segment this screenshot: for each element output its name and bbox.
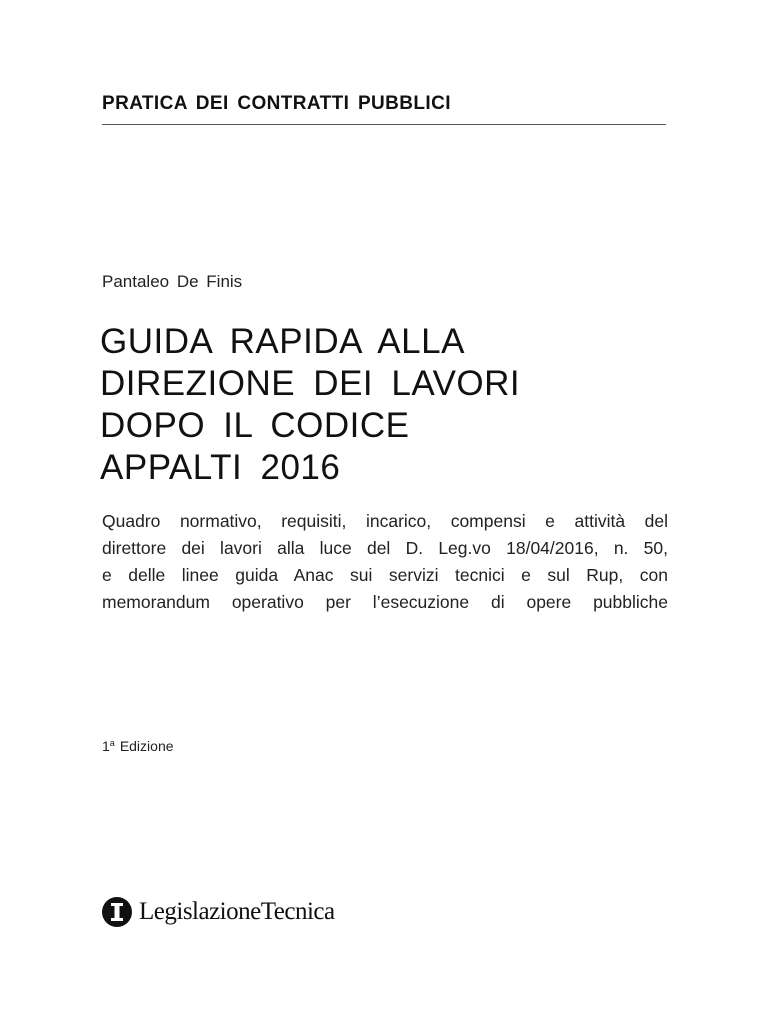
- subtitle-line: direttore dei lavori alla luce del D. Leg.vo 18/04/2016, n. 50,: [102, 538, 668, 558]
- book-title-line: DIREZIONE DEI LAVORI: [100, 364, 521, 403]
- series-divider: [102, 124, 666, 125]
- subtitle-line: memorandum operativo per l’esecuzione di opere pubbliche: [102, 592, 668, 612]
- subtitle-line: e delle linee guida Anac sui servizi tecnici e sul Rup, con: [102, 565, 668, 585]
- edition-label: [102, 738, 174, 754]
- edition-text: Edizione: [119, 738, 174, 754]
- book-title-line: APPALTI 2016: [100, 448, 341, 487]
- publisher-block: [102, 897, 335, 927]
- author-name: Pantaleo De Finis: [102, 272, 243, 291]
- publisher-name: LegislazioneTecnica: [139, 898, 335, 925]
- edition-ordinal: a: [109, 738, 115, 748]
- edition-number: 1: [102, 738, 110, 754]
- subtitle-line: Quadro normativo, requisiti, incarico, compensi e attività del: [102, 511, 668, 531]
- book-title-line: DOPO IL CODICE: [100, 406, 410, 445]
- publisher-logo-icon: [102, 897, 132, 927]
- series-title: PRATICA DEI CONTRATTI PUBBLICI: [102, 93, 451, 114]
- book-title: [100, 321, 520, 489]
- book-subtitle: [102, 508, 668, 616]
- book-title-line: GUIDA RAPIDA ALLA: [100, 322, 465, 361]
